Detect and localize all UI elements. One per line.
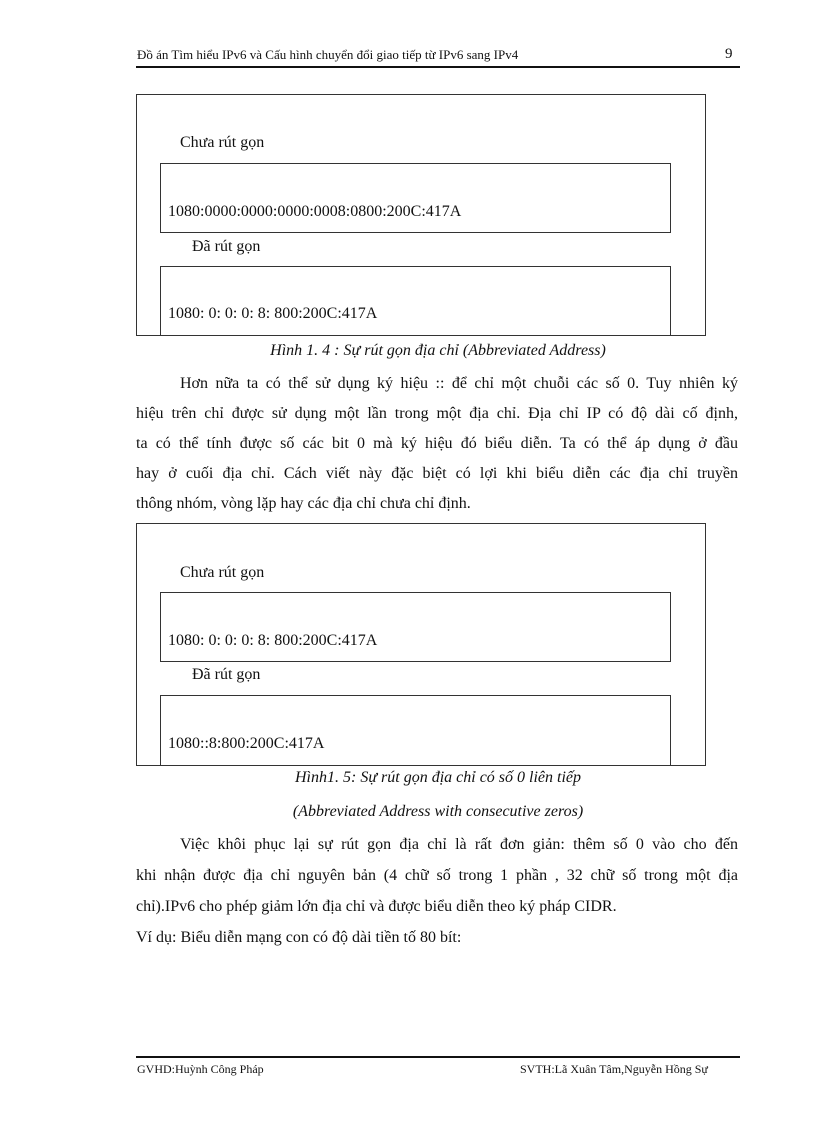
figure1-unabbr-box [160,163,671,233]
paragraph1-line3: ta có thể tính được số các bit 0 mà ký hiệu đó biểu diễn. Ta có thể áp dụng ở đầu [136,435,738,452]
page-number: 9 [725,46,733,62]
figure2-unabbr-box [160,592,671,662]
figure1-unabbr-label: Chưa rút gọn [180,134,265,151]
figure2-unabbr-label: Chưa rút gọn [180,564,265,581]
footer-rule [136,1056,740,1058]
paragraph1-line4: hay ở cuối địa chỉ. Cách viết này đặc biệt có lợi khi biểu diễn các địa chỉ truyền [136,465,738,482]
figure1-abbr-box [160,266,671,336]
paragraph2-line2: khi nhận được địa chỉ nguyên bản (4 chữ số trong 1 phần , 32 chữ số trong một địa [136,867,738,884]
figure2-abbr-box [160,695,671,766]
header-rule [136,66,740,68]
footer-supervisor: GVHD:Huỳnh Công Pháp [137,1062,264,1076]
figure1-abbr-value: 1080: 0: 0: 0: 8: 800:200C:417A [168,305,378,322]
figure2-abbr-value: 1080::8:800:200C:417A [168,735,325,752]
figure1-unabbr-value: 1080:0000:0000:0000:0008:0800:200C:417A [168,203,462,220]
figure1-abbr-label: Đã rút gọn [192,238,261,255]
figure2-caption-line2: (Abbreviated Address with consecutive zeros) [292,803,584,820]
paragraph1-line5: thông nhóm, vòng lặp hay các địa chỉ chưa chỉ định. [136,495,471,512]
paragraph2-line3: chỉ).IPv6 cho phép giảm lớn địa chỉ và được biểu diễn theo ký pháp CIDR. [136,898,617,915]
footer-students: SVTH:Lã Xuân Tâm,Nguyễn Hồng Sự [520,1062,708,1076]
paragraph1-line2: hiệu trên chỉ được sử dụng một lần trong một địa chỉ. Địa chỉ IP có độ dài cố định, [136,405,738,422]
figure2-caption-line1: Hình1. 5: Sự rút gọn địa chỉ có số 0 liên tiếp [294,769,582,786]
header-title: Đồ án Tìm hiểu IPv6 và Cấu hình chuyển đổi giao tiếp từ IPv6 sang IPv4 [137,47,519,62]
figure2-abbr-label: Đã rút gọn [192,666,261,683]
figure2-unabbr-value: 1080: 0: 0: 0: 8: 800:200C:417A [168,632,378,649]
paragraph2-line1: Việc khôi phục lại sự rút gọn địa chỉ là rất đơn giản: thêm số 0 vào cho đến [180,836,738,853]
figure1-caption: Hình 1. 4 : Sự rút gọn địa chỉ (Abbreviated Address) [270,342,606,359]
paragraph1-line1: Hơn nữa ta có thể sử dụng ký hiệu :: để chỉ một chuỗi các số 0. Tuy nhiên ký [180,375,738,392]
paragraph3: Ví dụ: Biểu diễn mạng con có độ dài tiền tố 80 bít: [136,929,462,946]
